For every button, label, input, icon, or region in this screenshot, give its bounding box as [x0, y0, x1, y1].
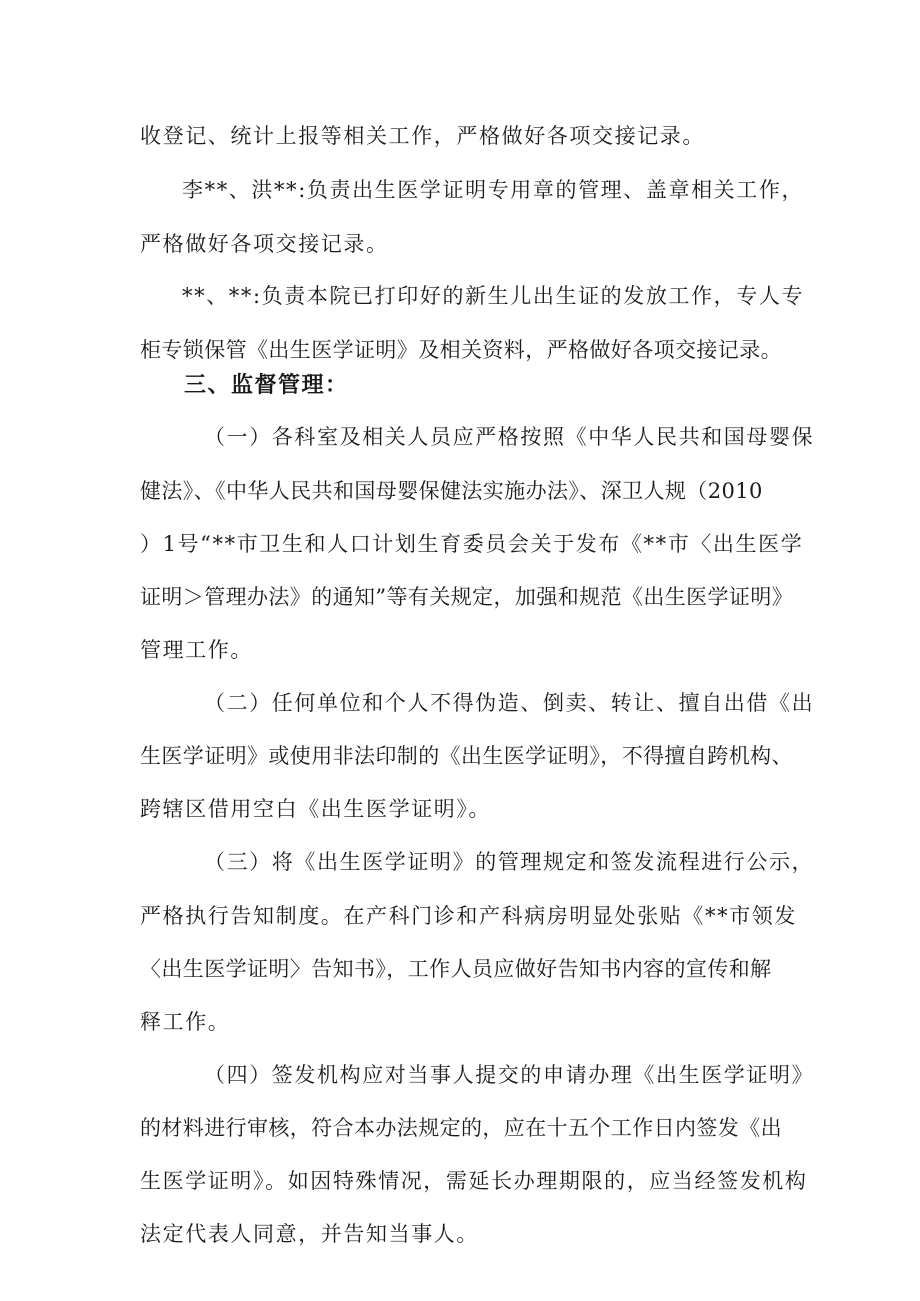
paragraph-line: 严格做好各项交接记录。: [140, 232, 389, 256]
paragraph-line: （四）签发机构应对当事人提交的申请办理《出生医学证明》: [204, 1063, 815, 1087]
paragraph-line: 证明＞管理办法》的通知”等有关规定，加强和规范《出生医学证明》: [140, 585, 794, 609]
paragraph-line: 生医学证明》或使用非法印制的《出生医学证明》，不得擅自跨机构、: [140, 744, 793, 768]
paragraph-line: ）1号“**市卫生和人口计划生育委员会关于发布《**市〈出生医学: [140, 532, 804, 556]
paragraph-line: 生医学证明》。如因特殊情况，需延长办理期限的，应当经签发机构: [140, 1169, 808, 1193]
paragraph-line: 释工作。: [140, 1010, 231, 1034]
paragraph-line: 健法》、《中华人民共和国母婴保健法实施办法》、深卫人规（2010: [140, 479, 763, 503]
paragraph-line: （三）将《出生医学证明》的管理规定和签发流程进行公示，: [204, 850, 815, 874]
paragraph-line: 柜专锁保管《出生医学证明》及相关资料，严格做好各项交接记录。: [140, 338, 782, 362]
paragraph-line: 收登记、统计上报等相关工作，严格做好各项交接记录。: [140, 124, 705, 148]
paragraph-line: 〈出生医学证明〉告知书》，工作人员应做好告知书内容的宣传和解: [140, 957, 772, 981]
paragraph-line: 的材料进行审核，符合本办法规定的，应在十五个工作日内签发《出: [140, 1116, 782, 1140]
paragraph-line: （一）各科室及相关人员应严格按照《中华人民共和国母婴保: [204, 425, 815, 449]
paragraph-line: 李**、洪**:负责出生医学证明专用章的管理、盖章相关工作，: [182, 178, 805, 202]
paragraph-line: 法定代表人同意，并告知当事人。: [140, 1222, 479, 1246]
paragraph-line: 严格执行告知制度。在产科门诊和产科病房明显处张贴《**市领发: [140, 904, 797, 928]
paragraph-line: 跨辖区借用空白《出生医学证明》。: [140, 797, 492, 821]
paragraph-line: （二）任何单位和个人不得伪造、倒卖、转让、擅自出借《出: [204, 691, 815, 715]
paragraph-line: 管理工作。: [140, 638, 253, 662]
section-heading: 三、监督管理：: [184, 373, 349, 398]
paragraph-line: **、**:负责本院已打印好的新生儿出生证的发放工作，专人专: [182, 284, 805, 308]
